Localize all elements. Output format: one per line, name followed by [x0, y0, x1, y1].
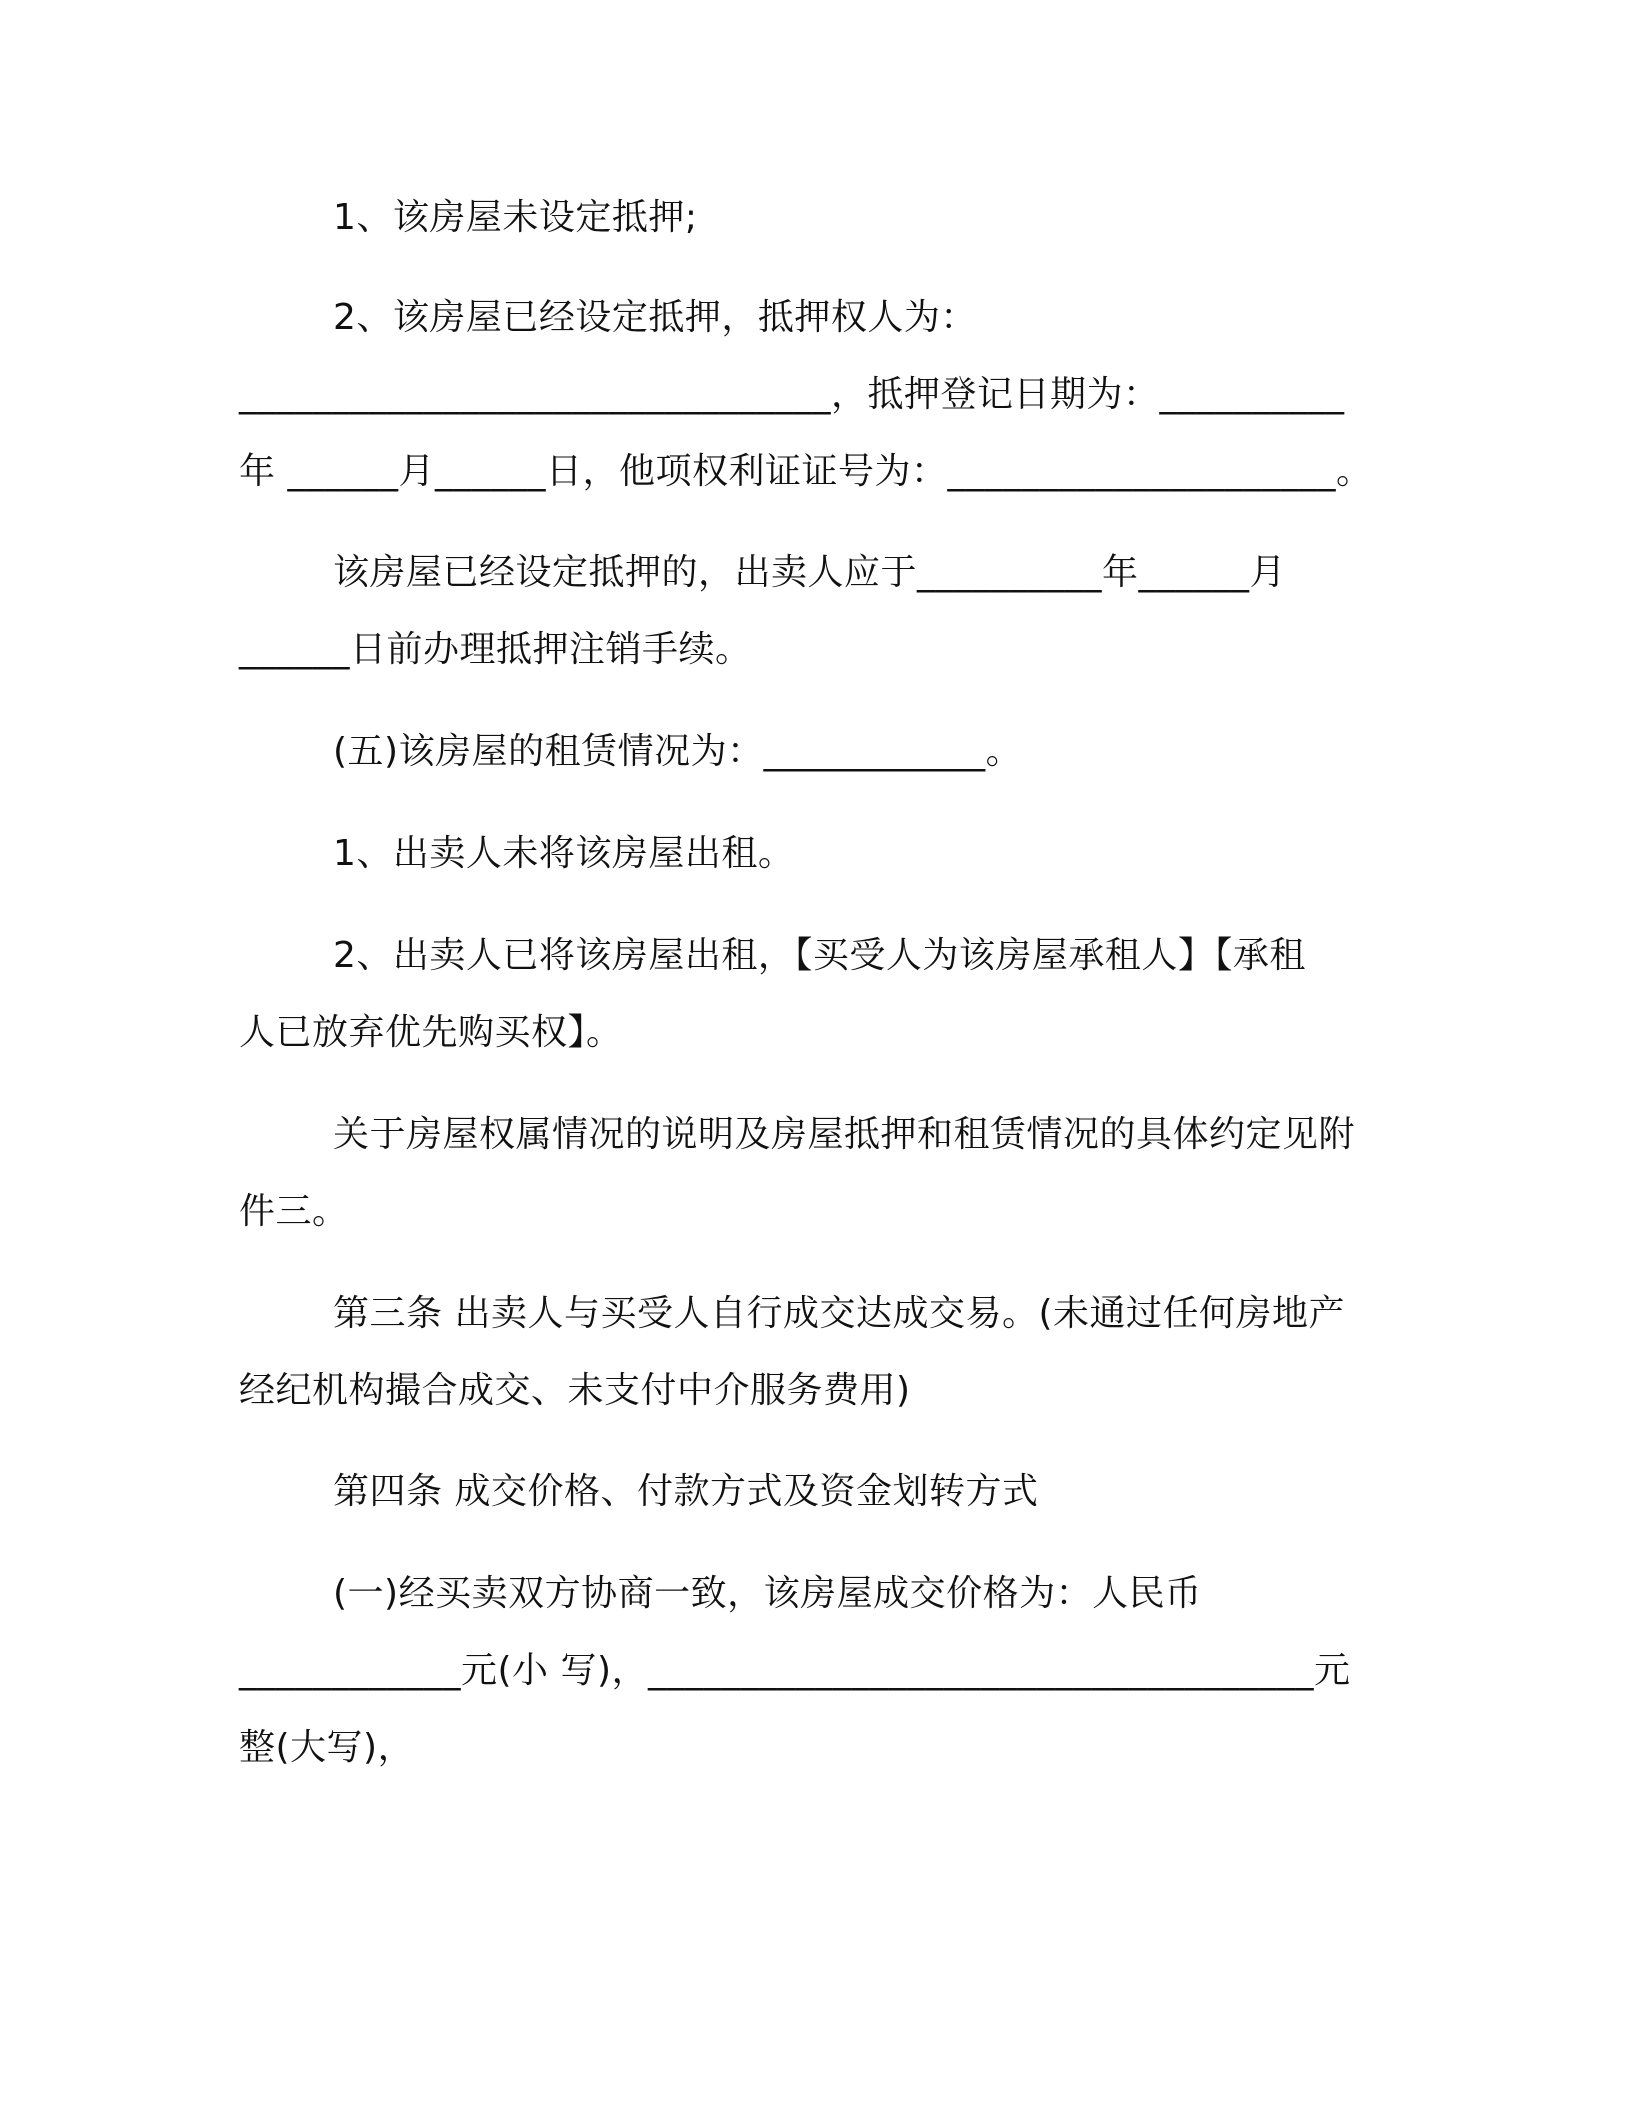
price-uppercase-line: 整(大写)，	[239, 1727, 415, 1768]
article-3: 第三条 出卖人与买受人自行成交达成交易。(未通过任何房地产	[333, 1293, 1345, 1334]
section-5-lease-status: (五)该房屋的租赁情况为：____________。	[333, 731, 1023, 772]
clause-1-not-mortgaged: 1、该房屋未设定抵押;	[333, 197, 698, 238]
mortgagee-registration-date-line: ________________________________，抵押登记日期为：__________	[239, 374, 1345, 415]
attachment-reference-continuation: 件三。	[239, 1191, 349, 1232]
lease-option-1: 1、出卖人未将该房屋出租。	[333, 833, 795, 874]
article-4-heading: 第四条 成交价格、付款方式及资金划转方式	[333, 1471, 1039, 1512]
lease-option-2: 2、出卖人已将该房屋出租，【买受人为该房屋承租人】【承租	[333, 935, 1306, 976]
clause-2-mortgaged: 2、该房屋已经设定抵押，抵押权人为：	[333, 297, 977, 338]
lease-option-2-continuation: 人已放弃优先购买权】。	[239, 1012, 623, 1053]
certificate-number-line: 年 ______月______日，他项权利证证号为：_____________________。	[239, 451, 1373, 492]
attachment-reference: 关于房屋权属情况的说明及房屋抵押和租赁情况的具体约定见附	[333, 1114, 1356, 1155]
article-3-continuation: 经纪机构撮合成交、未支付中介服务费用)	[239, 1370, 911, 1411]
price-amount-line: ____________元(小 写)，____________________________________元	[239, 1650, 1351, 1691]
mortgage-cancellation-paragraph: 该房屋已经设定抵押的，出卖人应于__________年______月	[333, 552, 1287, 593]
mortgage-cancellation-continuation: ______日前办理抵押注销手续。	[239, 629, 752, 670]
price-clause: (一)经买卖双方协商一致，该房屋成交价格为：人民币	[333, 1573, 1202, 1614]
